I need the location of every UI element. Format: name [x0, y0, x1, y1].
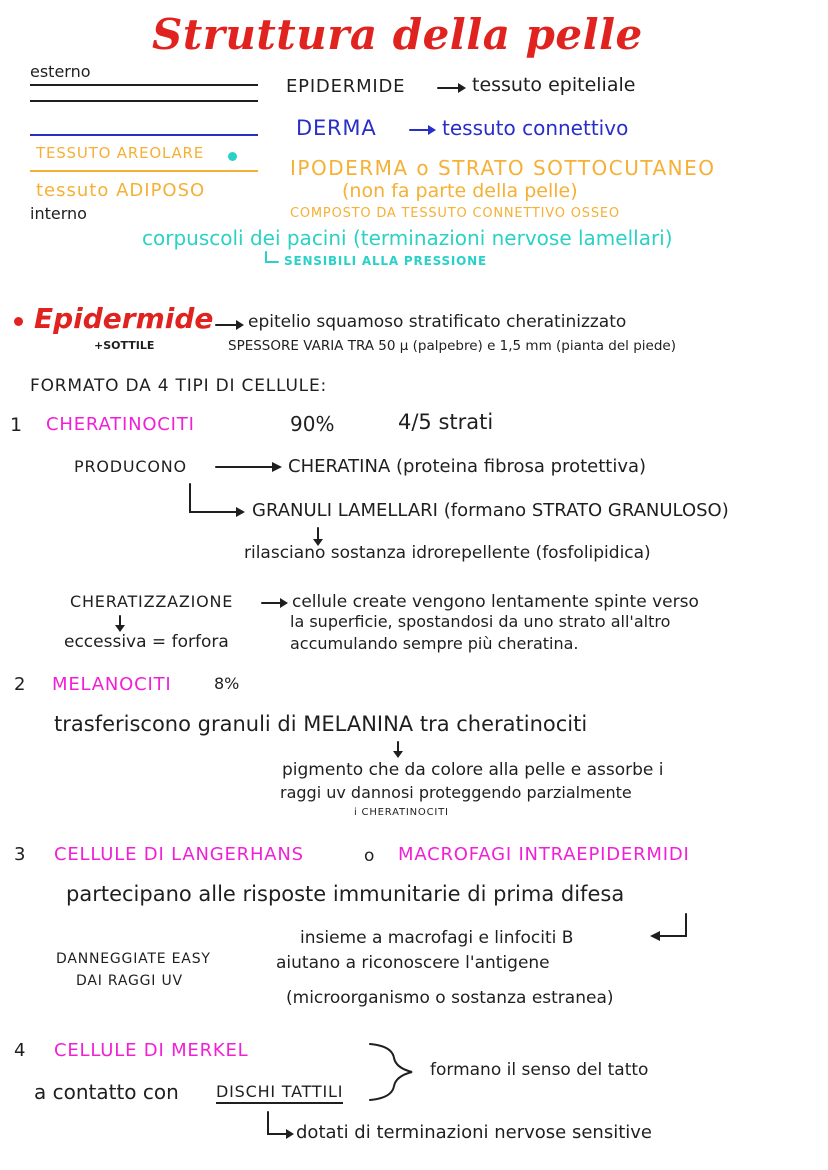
cheratina-label: CHERATINA (proteina fibrosa protettiva) — [288, 456, 647, 477]
formato-label: FORMATO DA 4 TIPI DI CELLULE: — [30, 376, 328, 396]
cheratizzazione-line3: accumulando sempre più cheratina. — [290, 634, 579, 653]
interno-label: interno — [30, 204, 87, 223]
cheratizzazione-line2: la superficie, spostandosi da uno strato all'altro — [290, 612, 671, 631]
cell3-name-b: MACROFAGI INTRAEPIDERMIDI — [398, 844, 690, 865]
danneggiate-line1: DANNEGGIATE EASY — [56, 951, 211, 967]
cell1-pct: 90% — [290, 412, 335, 436]
page-title: Struttura della pelle — [152, 10, 643, 59]
cell3-line1: partecipano alle risposte immunitarie di prima difesa — [66, 882, 625, 906]
cell4-senso: formano il senso del tatto — [430, 1060, 649, 1080]
cell4-dotati: dotati di terminazioni nervose sensitive — [296, 1122, 652, 1143]
sottile-label: +SOTTILE — [94, 339, 155, 352]
tessuto-adiposo-label: tessuto ADIPOSO — [36, 180, 206, 201]
cell2-line4: i CHERATINOCITI — [354, 807, 449, 818]
epidermide-bullet — [14, 317, 23, 326]
producono-label: PRODUCONO — [74, 457, 187, 476]
cell2-name: MELANOCITI — [52, 674, 172, 695]
epidermide-desc: epitelio squamoso stratificato cheratinizzato — [248, 312, 627, 332]
epidermide-desc: tessuto epiteliale — [472, 74, 636, 96]
cheratizzazione-line1: cellule create vengono lentamente spinte verso — [292, 592, 699, 612]
cell1-name: CHERATINOCITI — [46, 414, 195, 435]
cell2-line3: raggi uv dannosi proteggendo parzialmente — [280, 783, 632, 802]
derma-line — [30, 134, 258, 136]
cell3-line4: (microorganismo o sostanza estranea) — [286, 988, 614, 1008]
cell2-line1: trasferiscono granuli di MELANINA tra cheratinociti — [54, 712, 588, 736]
cell3-number: 3 — [14, 844, 26, 865]
esterno-label: esterno — [30, 62, 91, 81]
derma-label: DERMA — [296, 116, 377, 140]
tessuto-areolare-label: TESSUTO AREOLARE — [36, 144, 205, 162]
areolare-dot — [228, 152, 237, 161]
ipoderma-note: (non fa parte della pelle) — [342, 180, 578, 202]
epidermide-line — [30, 84, 258, 86]
ipoderma-line — [30, 170, 258, 172]
cell4-dischi: DISCHI TATTILI — [216, 1084, 343, 1104]
cell1-strati: 4/5 strati — [398, 410, 494, 434]
cell2-pct: 8% — [214, 674, 240, 693]
cell4-name: CELLULE DI MERKEL — [54, 1040, 249, 1061]
spessore-label: SPESSORE VARIA TRA 50 µ (palpebre) e 1,5 mm (pianta del piede) — [228, 338, 676, 354]
corpuscoli-label: corpuscoli dei pacini (terminazioni nervose lamellari) — [142, 226, 673, 250]
sensibili-label: SENSIBILI ALLA PRESSIONE — [284, 254, 488, 268]
epidermide-heading: Epidermide — [34, 302, 214, 335]
ipoderma-label: IPODERMA o STRATO SOTTOCUTANEO — [290, 156, 716, 180]
cell3-o: o — [364, 846, 375, 866]
granuli-label: GRANULI LAMELLARI (formano STRATO GRANULOSO) — [252, 500, 729, 521]
cell3-line2: insieme a macrofagi e linfociti B — [300, 928, 574, 948]
ipoderma-composto: COMPOSTO DA TESSUTO CONNETTIVO OSSEO — [290, 206, 620, 221]
cell3-line3: aiutano a riconoscere l'antigene — [276, 953, 550, 973]
cell4-contatto: a contatto con — [34, 1080, 179, 1104]
cell2-line2: pigmento che da colore alla pelle e assorbe i — [282, 760, 664, 780]
cell1-number: 1 — [10, 414, 23, 436]
rilasciano-label: rilasciano sostanza idrorepellente (fosfolipidica) — [244, 543, 651, 563]
epidermide-line-2 — [30, 100, 258, 102]
cell3-name-a: CELLULE DI LANGERHANS — [54, 844, 304, 865]
cell4-number: 4 — [14, 1040, 26, 1061]
epidermide-label: EPIDERMIDE — [286, 76, 406, 97]
danneggiate-line2: DAI RAGGI UV — [76, 973, 183, 989]
derma-desc: tessuto connettivo — [442, 116, 629, 140]
forfora-label: eccessiva = forfora — [64, 632, 229, 652]
cell2-number: 2 — [14, 674, 26, 695]
cheratizzazione-label: CHERATIZZAZIONE — [70, 592, 234, 611]
